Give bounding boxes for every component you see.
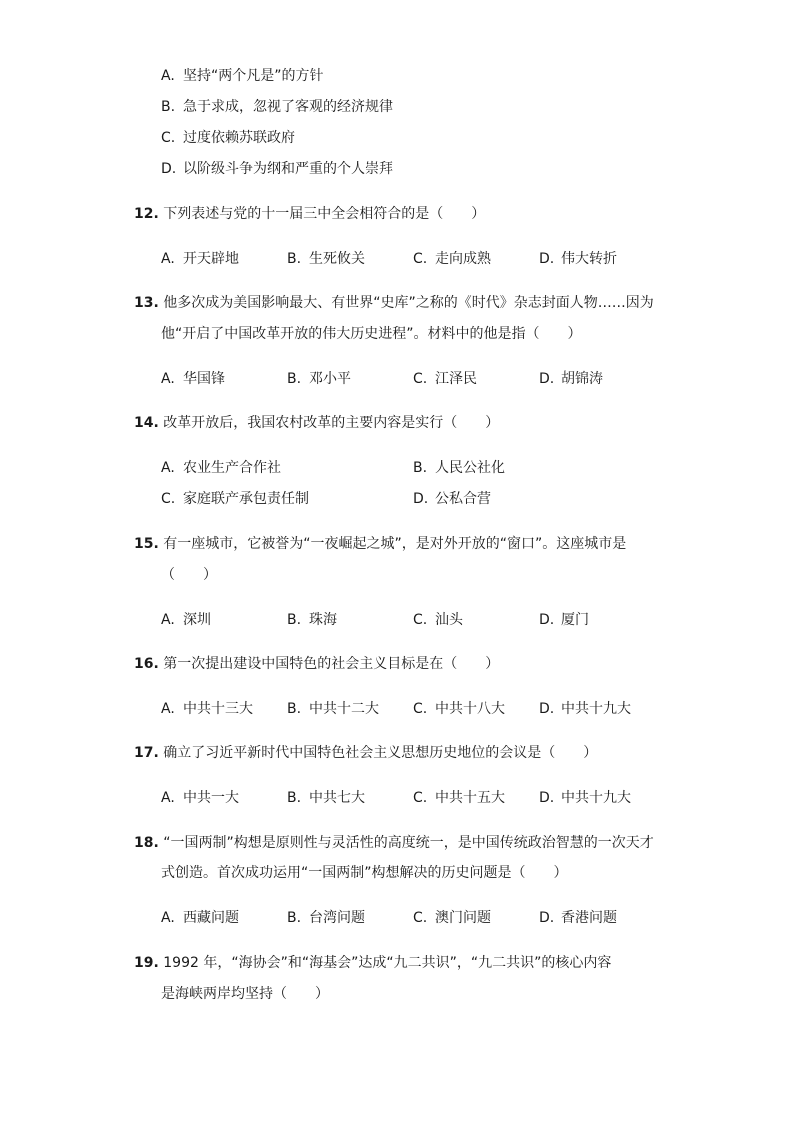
q12-option-c	[413, 250, 491, 268]
option-text: 江泽民	[435, 371, 477, 387]
option-text: 中共十九大	[561, 790, 631, 806]
q14-option-d	[413, 490, 491, 508]
option-letter: D.	[539, 910, 555, 926]
question-13-stem	[134, 294, 654, 312]
question-text: 他多次成为美国影响最大、有世界“史库”之称的《时代》杂志封面人物……因为	[163, 295, 654, 311]
option-text: 华国锋	[183, 371, 225, 387]
option-letter: C.	[413, 910, 428, 926]
question-text: 他“开启了中国改革开放的伟大历史进程”。材料中的他是指（ ）	[161, 326, 582, 342]
option-text: 伟大转折	[561, 251, 617, 267]
option-letter: B.	[413, 460, 428, 476]
option-text: 中共七大	[309, 790, 365, 806]
q14-option-b	[413, 459, 505, 477]
q16-option-c	[413, 700, 505, 718]
q12-option-b	[287, 250, 365, 268]
question-text: “一国两制”构想是原则性与灵活性的高度统一，是中国传统政治智慧的一次天才	[163, 835, 654, 851]
option-text: 西藏问题	[183, 910, 239, 926]
question-19-stem	[134, 954, 611, 972]
option-letter: B.	[287, 371, 302, 387]
question-number: 13.	[134, 295, 159, 311]
option-letter: B.	[287, 910, 302, 926]
option-letter: B.	[161, 99, 176, 115]
q17-option-c	[413, 789, 505, 807]
question-text: 改革开放后，我国农村改革的主要内容是实行（ ）	[163, 415, 500, 431]
option-letter: A.	[161, 371, 175, 387]
q15-option-c	[413, 611, 463, 629]
option-letter: C.	[413, 371, 428, 387]
option-letter: C.	[161, 130, 176, 146]
option-text: 香港问题	[561, 910, 617, 926]
option-letter: B.	[287, 251, 302, 267]
option-letter: D.	[539, 701, 555, 717]
q18-option-c	[413, 909, 491, 927]
q18-option-d	[539, 909, 617, 927]
question-text: 第一次提出建设中国特色的社会主义目标是在（ ）	[163, 656, 500, 672]
question-18-stem-line-2	[161, 864, 568, 882]
q15-option-a	[161, 611, 211, 629]
option-text: 过度依赖苏联政府	[183, 130, 295, 146]
question-number: 15.	[134, 536, 159, 552]
option-letter: D.	[539, 371, 555, 387]
option-text: 珠海	[309, 612, 337, 628]
q16-option-d	[539, 700, 631, 718]
option-text: 厦门	[561, 612, 589, 628]
question-15-stem	[134, 535, 626, 553]
q13-option-b	[287, 370, 351, 388]
q16-option-a	[161, 700, 253, 718]
option-text: 坚持“两个凡是”的方针	[183, 68, 324, 84]
q11-option-c	[161, 129, 295, 147]
option-letter: D.	[161, 161, 177, 177]
question-12-stem	[134, 205, 485, 223]
option-text: 台湾问题	[309, 910, 365, 926]
option-text: 家庭联产承包责任制	[183, 491, 309, 507]
q11-option-d	[161, 160, 393, 178]
option-text: 中共十二大	[309, 701, 379, 717]
option-letter: A.	[161, 612, 175, 628]
option-text: 澳门问题	[435, 910, 491, 926]
question-text: 式创造。首次成功运用“一国两制”构想解决的历史问题是（ ）	[161, 865, 568, 881]
option-text: 人民公社化	[435, 460, 505, 476]
option-letter: C.	[413, 251, 428, 267]
question-number: 14.	[134, 415, 159, 431]
option-letter: A.	[161, 790, 175, 806]
option-letter: A.	[161, 701, 175, 717]
option-letter: B.	[287, 790, 302, 806]
q12-option-d	[539, 250, 617, 268]
option-letter: A.	[161, 68, 175, 84]
q16-option-b	[287, 700, 379, 718]
option-text: 急于求成，忽视了客观的经济规律	[183, 99, 393, 115]
option-text: 邓小平	[309, 371, 351, 387]
q11-option-a	[161, 67, 324, 85]
question-18-stem	[134, 834, 654, 852]
option-letter: D.	[539, 251, 555, 267]
question-text: （ ）	[161, 567, 217, 583]
question-number: 12.	[134, 206, 159, 222]
q18-option-a	[161, 909, 239, 927]
q14-option-c	[161, 490, 309, 508]
q14-option-a	[161, 459, 281, 477]
question-16-stem	[134, 655, 499, 673]
question-text: 有一座城市，它被誉为“一夜崛起之城”，是对外开放的“窗口”。这座城市是	[163, 536, 627, 552]
question-text: 是海峡两岸均坚持（ ）	[161, 986, 329, 1002]
option-letter: C.	[413, 701, 428, 717]
question-number: 17.	[134, 745, 159, 761]
q17-option-b	[287, 789, 365, 807]
option-text: 公私合营	[435, 491, 491, 507]
question-text: 下列表述与党的十一届三中全会相符合的是（ ）	[163, 206, 486, 222]
option-letter: D.	[413, 491, 429, 507]
q12-option-a	[161, 250, 239, 268]
question-text: 确立了习近平新时代中国特色社会主义思想历史地位的会议是（ ）	[163, 745, 598, 761]
q17-option-a	[161, 789, 239, 807]
option-text: 开天辟地	[183, 251, 239, 267]
q18-option-b	[287, 909, 365, 927]
question-17-stem	[134, 744, 597, 762]
question-14-stem	[134, 414, 499, 432]
option-text: 农业生产合作社	[183, 460, 281, 476]
option-text: 中共一大	[183, 790, 239, 806]
option-letter: C.	[413, 612, 428, 628]
option-text: 中共十九大	[561, 701, 631, 717]
option-text: 以阶级斗争为纲和严重的个人崇拜	[183, 161, 393, 177]
q13-option-d	[539, 370, 603, 388]
option-letter: D.	[539, 612, 555, 628]
option-text: 深圳	[183, 612, 211, 628]
option-text: 汕头	[435, 612, 463, 628]
q13-option-c	[413, 370, 477, 388]
option-letter: A.	[161, 910, 175, 926]
option-text: 胡锦涛	[561, 371, 603, 387]
question-13-stem-line-2	[161, 325, 582, 343]
q11-option-b	[161, 98, 393, 116]
option-text: 中共十三大	[183, 701, 253, 717]
question-number: 19.	[134, 955, 159, 971]
option-letter: A.	[161, 460, 175, 476]
option-text: 中共十五大	[435, 790, 505, 806]
question-number: 18.	[134, 835, 159, 851]
q15-option-d	[539, 611, 589, 629]
q13-option-a	[161, 370, 225, 388]
option-letter: B.	[287, 701, 302, 717]
option-text: 中共十八大	[435, 701, 505, 717]
option-letter: A.	[161, 251, 175, 267]
option-letter: B.	[287, 612, 302, 628]
question-number: 16.	[134, 656, 159, 672]
q15-option-b	[287, 611, 337, 629]
option-text: 生死攸关	[309, 251, 365, 267]
question-text: 1992 年，“海协会”和“海基会”达成“九二共识”，“九二共识”的核心内容	[163, 955, 612, 971]
option-letter: C.	[161, 491, 176, 507]
q17-option-d	[539, 789, 631, 807]
option-letter: C.	[413, 790, 428, 806]
option-text: 走向成熟	[435, 251, 491, 267]
question-19-stem-line-2	[161, 985, 329, 1003]
question-15-stem-line-2	[161, 566, 217, 584]
option-letter: D.	[539, 790, 555, 806]
